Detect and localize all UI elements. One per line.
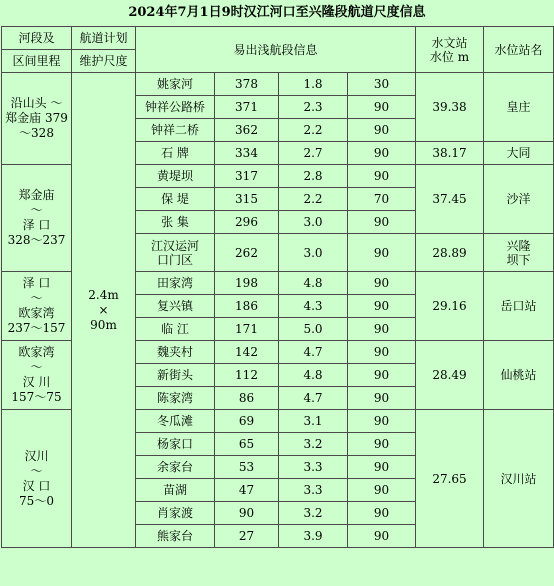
shoal-depth: 4.3 [279,295,348,318]
shoal-width: 90 [348,234,416,272]
shoal-depth: 4.7 [279,341,348,364]
shoal-mileage: 362 [215,119,279,142]
shoal-width: 90 [348,318,416,341]
shoal-name: 姚家河 [136,73,215,96]
shoal-width: 90 [348,410,416,433]
shoal-mileage: 90 [215,502,279,525]
shoal-mileage: 198 [215,272,279,295]
shoal-depth: 3.9 [279,525,348,548]
maintenance-dimension-cell: 2.4m × 90m [72,73,136,548]
shoal-width: 90 [348,433,416,456]
header-plan: 航道计划 [72,27,136,50]
shoal-width: 90 [348,96,416,119]
shoal-depth: 4.8 [279,364,348,387]
shoal-width: 90 [348,456,416,479]
shoal-width: 90 [348,165,416,188]
shoal-name: 肖家渡 [136,502,215,525]
shoal-mileage: 112 [215,364,279,387]
station-level: 38.17 [416,142,484,165]
shoal-name: 临 江 [136,318,215,341]
shoal-width: 90 [348,272,416,295]
shoal-width: 90 [348,364,416,387]
shoal-depth: 2.7 [279,142,348,165]
shoal-depth: 2.2 [279,188,348,211]
shoal-depth: 5.0 [279,318,348,341]
shoal-mileage: 171 [215,318,279,341]
shoal-width: 90 [348,525,416,548]
station-level: 29.16 [416,272,484,341]
shoal-width: 90 [348,295,416,318]
segment-cell: 欧家湾 ～ 汉 川 157～75 [2,341,72,410]
shoal-mileage: 27 [215,525,279,548]
shoal-depth: 4.8 [279,272,348,295]
shoal-depth: 3.0 [279,234,348,272]
shoal-depth: 1.8 [279,73,348,96]
shoal-name: 杨家口 [136,433,215,456]
shoal-width: 90 [348,502,416,525]
shoal-mileage: 262 [215,234,279,272]
station-name: 岳口站 [484,272,554,341]
header-shallow-info: 易出浅航段信息 [136,27,416,73]
shoal-name: 黄堤坝 [136,165,215,188]
shoal-name: 苗湖 [136,479,215,502]
header-segment: 河段及 [2,27,72,50]
shoal-mileage: 186 [215,295,279,318]
shoal-width: 90 [348,142,416,165]
shoal-name: 余家台 [136,456,215,479]
shoal-name: 钟祥公路桥 [136,96,215,119]
shoal-depth: 2.3 [279,96,348,119]
shoal-depth: 3.3 [279,479,348,502]
station-name: 沙洋 [484,165,554,234]
shoal-name: 田家湾 [136,272,215,295]
shoal-mileage: 317 [215,165,279,188]
shoal-name: 冬瓜滩 [136,410,215,433]
shoal-name: 张 集 [136,211,215,234]
shoal-width: 30 [348,73,416,96]
shoal-name: 钟祥二桥 [136,119,215,142]
shoal-name: 保 堤 [136,188,215,211]
shoal-mileage: 334 [215,142,279,165]
header-water-level: 水文站 水位 m [416,27,484,73]
header-station-name: 水位站名 [484,27,554,73]
segment-cell: 郑金庙 ～ 泽 口 328～237 [2,165,72,272]
shoal-name: 复兴镇 [136,295,215,318]
shoal-name: 熊家台 [136,525,215,548]
shoal-name: 新街头 [136,364,215,387]
shoal-depth: 3.1 [279,410,348,433]
header-segment-mileage: 区间里程 [2,50,72,73]
station-name: 仙桃站 [484,341,554,410]
shoal-name: 石 牌 [136,142,215,165]
shoal-depth: 2.2 [279,119,348,142]
segment-cell: 泽 口 ～ 欧家湾 237～157 [2,272,72,341]
shoal-width: 90 [348,119,416,142]
shoal-mileage: 53 [215,456,279,479]
shoal-name: 魏夹村 [136,341,215,364]
shoal-mileage: 65 [215,433,279,456]
shoal-width: 70 [348,188,416,211]
shoal-mileage: 86 [215,387,279,410]
station-level: 28.89 [416,234,484,272]
shoal-width: 90 [348,211,416,234]
segment-cell: 汉川 ～ 汉 口 75～0 [2,410,72,548]
shoal-width: 90 [348,479,416,502]
shoal-mileage: 142 [215,341,279,364]
station-level: 39.38 [416,73,484,142]
station-name: 兴隆 坝下 [484,234,554,272]
header-plan-dimension: 维护尺度 [72,50,136,73]
page-title: 2024年7月1日9时汉江河口至兴隆段航道尺度信息 [128,5,426,20]
shoal-mileage: 69 [215,410,279,433]
header-row [2,27,554,50]
shoal-mileage: 47 [215,479,279,502]
shoal-width: 90 [348,387,416,410]
shoal-depth: 3.2 [279,502,348,525]
station-name: 汉川站 [484,410,554,548]
segment-cell: 沿山头 ～ 郑金庙 379 ～328 [2,73,72,165]
shoal-depth: 3.3 [279,456,348,479]
shoal-depth: 4.7 [279,387,348,410]
channel-info-table [1,26,554,548]
shoal-mileage: 371 [215,96,279,119]
station-level: 28.49 [416,341,484,410]
shoal-name: 陈家湾 [136,387,215,410]
station-name: 皇庄 [484,73,554,142]
station-level: 27.65 [416,410,484,548]
shoal-depth: 3.0 [279,211,348,234]
station-name: 大同 [484,142,554,165]
shoal-name: 江汉运河 口门区 [136,234,215,272]
shoal-depth: 2.8 [279,165,348,188]
shoal-mileage: 315 [215,188,279,211]
shoal-mileage: 296 [215,211,279,234]
shoal-depth: 3.2 [279,433,348,456]
shoal-width: 90 [348,341,416,364]
station-level: 37.45 [416,165,484,234]
table-row [2,73,554,96]
shoal-mileage: 378 [215,73,279,96]
